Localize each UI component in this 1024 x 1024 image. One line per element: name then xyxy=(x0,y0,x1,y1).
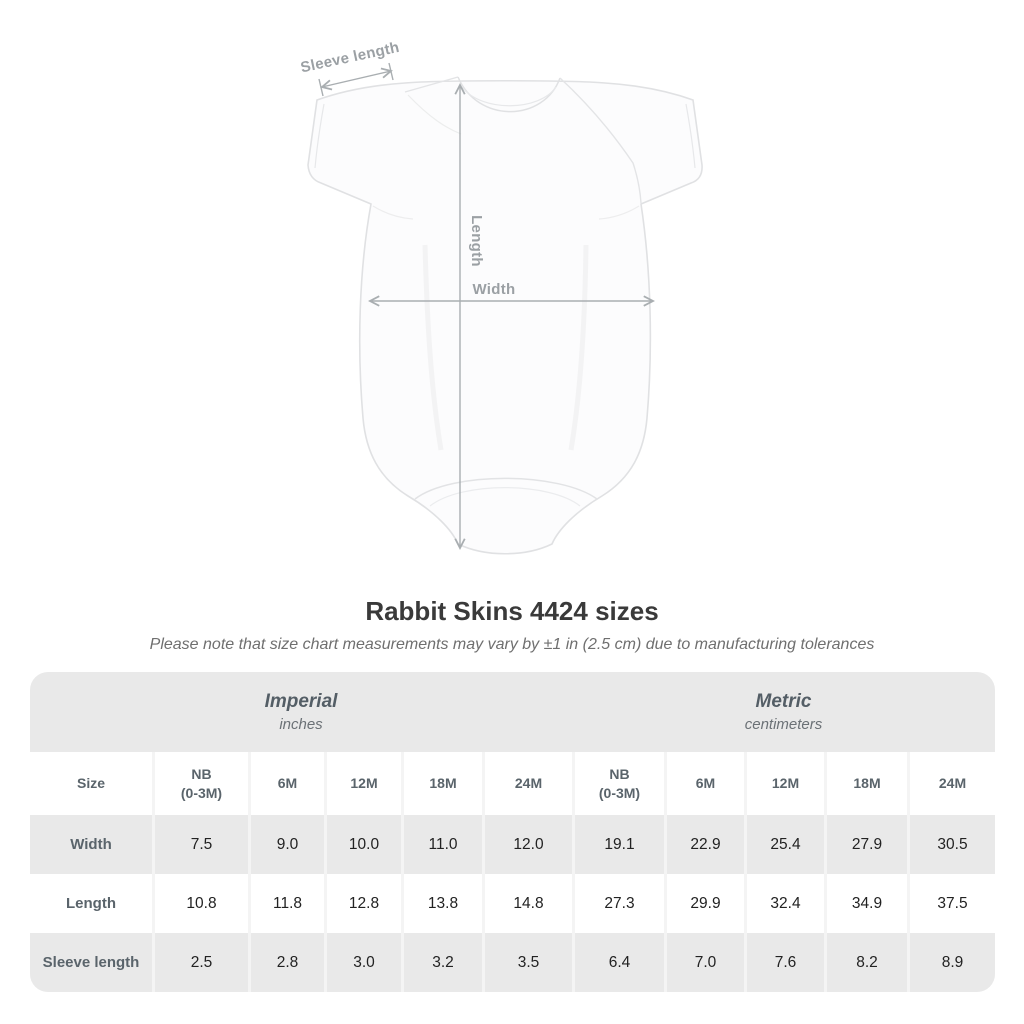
imperial-group xyxy=(30,672,572,752)
size-table xyxy=(30,672,995,992)
column-header xyxy=(747,752,824,815)
length-label: Length xyxy=(468,215,485,267)
column-header xyxy=(251,752,324,815)
column-header xyxy=(327,752,401,815)
table-cell: 8.9 xyxy=(910,933,995,992)
table-row-length xyxy=(30,874,995,933)
table-cell: 10.0 xyxy=(327,815,401,874)
column-header-line1: 6M xyxy=(277,775,298,792)
table-cell: 7.5 xyxy=(155,815,248,874)
table-cell: 8.2 xyxy=(827,933,907,992)
column-header-line1: 24M xyxy=(938,775,967,792)
table-cell: 3.2 xyxy=(404,933,482,992)
page-title: Rabbit Skins 4424 sizes xyxy=(365,596,659,626)
table-cell: 2.5 xyxy=(155,933,248,992)
table-cell: 14.8 xyxy=(485,874,572,933)
table-cell: 29.9 xyxy=(667,874,744,933)
row-label: Length xyxy=(30,874,152,933)
title-block xyxy=(0,596,1024,654)
table-cell: 27.9 xyxy=(827,815,907,874)
table-cell: 12.0 xyxy=(485,815,572,874)
tolerance-note: Please note that size chart measurements may vary by ±1 in (2.5 cm) due to manufacturing tolerances xyxy=(149,636,875,653)
row-label: Sleeve length xyxy=(30,933,152,992)
table-cell: 10.8 xyxy=(155,874,248,933)
column-header-line1: 12M xyxy=(771,775,800,792)
column-header xyxy=(575,752,664,815)
table-cell: 27.3 xyxy=(575,874,664,933)
sleeve-length-label: Sleeve length xyxy=(299,38,402,77)
table-cell: 19.1 xyxy=(575,815,664,874)
metric-label: Metric xyxy=(755,690,812,712)
column-header xyxy=(485,752,572,815)
column-header-line2: (0-3M) xyxy=(180,784,223,801)
table-cell: 12.8 xyxy=(327,874,401,933)
column-header-line2: (0-3M) xyxy=(598,784,641,801)
column-header xyxy=(155,752,248,815)
table-cell: 7.6 xyxy=(747,933,824,992)
column-header-line1: NB xyxy=(191,766,212,783)
column-header xyxy=(667,752,744,815)
column-header-line1: 18M xyxy=(429,775,457,792)
imperial-label: Imperial xyxy=(264,690,338,712)
width-label: Width xyxy=(472,281,516,298)
column-header xyxy=(404,752,482,815)
column-header xyxy=(827,752,907,815)
table-cell: 3.5 xyxy=(485,933,572,992)
table-cell: 13.8 xyxy=(404,874,482,933)
column-header-row xyxy=(30,752,995,815)
table-cell: 6.4 xyxy=(575,933,664,992)
table-cell: 25.4 xyxy=(747,815,824,874)
table-cell: 9.0 xyxy=(251,815,324,874)
metric-group xyxy=(572,672,995,752)
table-row-sleeve-length xyxy=(30,933,995,992)
column-header-line1: NB xyxy=(609,766,630,783)
table-cell: 11.0 xyxy=(404,815,482,874)
column-header-line1: 6M xyxy=(695,775,716,792)
table-cell: 3.0 xyxy=(327,933,401,992)
unit-group-header xyxy=(30,672,995,752)
row-label: Width xyxy=(30,815,152,874)
column-header-line1: 18M xyxy=(853,775,881,792)
table-cell: 22.9 xyxy=(667,815,744,874)
imperial-unit: inches xyxy=(279,716,323,734)
table-cell: 32.4 xyxy=(747,874,824,933)
table-cell: 34.9 xyxy=(827,874,907,933)
column-header-line1: 24M xyxy=(514,775,543,792)
size-column-header: Size xyxy=(30,752,152,815)
table-cell: 11.8 xyxy=(251,874,324,933)
column-header-line1: 12M xyxy=(350,775,378,792)
column-header xyxy=(910,752,995,815)
metric-unit: centimeters xyxy=(744,716,823,734)
table-cell: 37.5 xyxy=(910,874,995,933)
bodysuit-outline xyxy=(308,77,702,554)
table-cell: 7.0 xyxy=(667,933,744,992)
table-row-width xyxy=(30,815,995,874)
table-cell: 30.5 xyxy=(910,815,995,874)
table-cell: 2.8 xyxy=(251,933,324,992)
